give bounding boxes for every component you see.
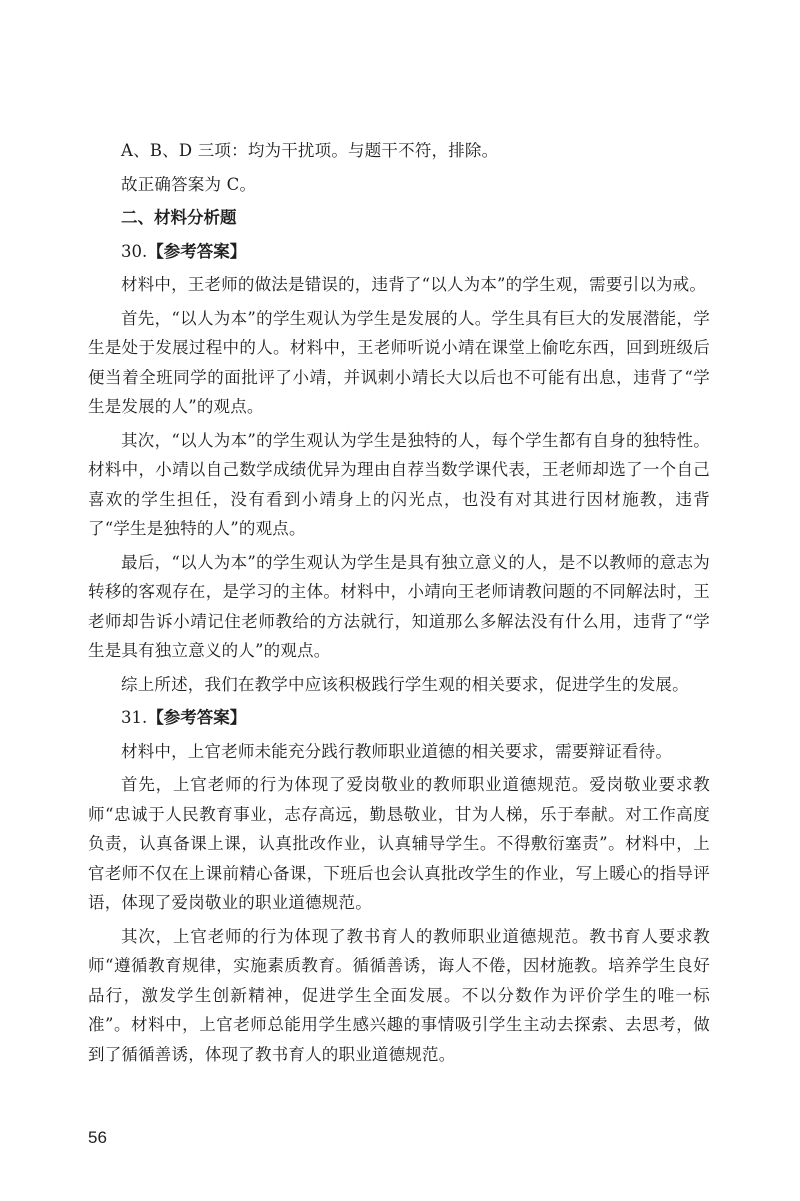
question-30-paragraph-2: 首先，“以人为本”的学生观认为学生是发展的人。学生具有巨大的发展潜能，学生是处于发展过程中的人。材料中，王老师听说小靖在课堂上偷吃东西，回到班级后便当着全班同学的面批评了小靖，并讽刺小靖长大以后也不可能有出息，违背了“学生是发展的人”的观点。 [88, 308, 710, 416]
question-31-number: 31. [121, 708, 148, 727]
question-31-paragraph-3: 其次，上官老师的行为体现了教书育人的教师职业道德规范。教书育人要求教师“遵循教育规律，实施素质教育。循循善诱，诲人不倦，因材施教。培养学生良好品行，激发学生创新精神，促进学生全面发展。不以分数作为评价学生的唯一标准”。材料中，上官老师总能用学生感兴趣的事情吸引学生主动去探索、去思考，做到了循循善诱，体现了教书育人的职业道德规范。 [88, 926, 710, 1064]
question-31-answer-tag: 【参考答案】 [147, 708, 247, 727]
question-30-paragraph-4: 最后，“以人为本”的学生观认为学生是具有独立意义的人，是不以教师的意志为转移的客观存在，是学习的主体。材料中，小靖向王老师请教问题的不同解法时，王老师却告诉小靖记住老师教给的方法就行，知道那么多解法没有什么用，违背了“学生是具有独立意义的人”的观点。 [88, 552, 710, 660]
question-30-paragraph-1: 材料中，王老师的做法是错误的，违背了“以人为本”的学生观，需要引以为戒。 [121, 275, 707, 294]
section-heading: 二、材料分析题 [121, 208, 237, 227]
page-number: 56 [88, 1128, 107, 1147]
question-31-heading [88, 703, 710, 733]
paragraph-options-explanation: A、B、D 三项：均为干扰项。与题干不符，排除。 [121, 141, 499, 160]
question-30-number: 30. [121, 241, 148, 261]
paragraph-correct-answer: 故正确答案为 C。 [121, 174, 257, 194]
question-30-paragraph-5: 综上所述，我们在教学中应该积极践行学生观的相关要求，促进学生的发展。 [121, 674, 689, 694]
question-31-paragraph-2: 首先，上官老师的行为体现了爱岗敬业的教师职业道德规范。爱岗敬业要求教师“忠诚于人民教育事业，志存高远，勤恳敬业，甘为人梯，乐于奉献。对工作高度负责，认真备课上课，认真批改作业，认真辅导学生。不得敷衍塞责”。材料中，上官老师不仅在上课前精心备课，下班后也会认真批改学生的作业，写上暖心的指导评语，体现了爱岗敬业的职业道德规范。 [88, 775, 710, 912]
question-30-heading [88, 237, 710, 267]
question-30-paragraph-3: 其次，“以人为本”的学生观认为学生是独特的人，每个学生都有自身的独特性。材料中，小靖以自己数学成绩优异为理由自荐当数学课代表，王老师却选了一个自己喜欢的学生担任，没有看到小靖身上的闪光点，也没有对其进行因材施教，违背了“学生是独特的人”的观点。 [88, 430, 710, 538]
question-31-paragraph-1: 材料中，上官老师未能充分践行教师职业道德的相关要求，需要辩证看待。 [121, 741, 673, 761]
page-content [88, 136, 710, 1073]
question-30-answer-tag: 【参考答案】 [147, 241, 247, 261]
